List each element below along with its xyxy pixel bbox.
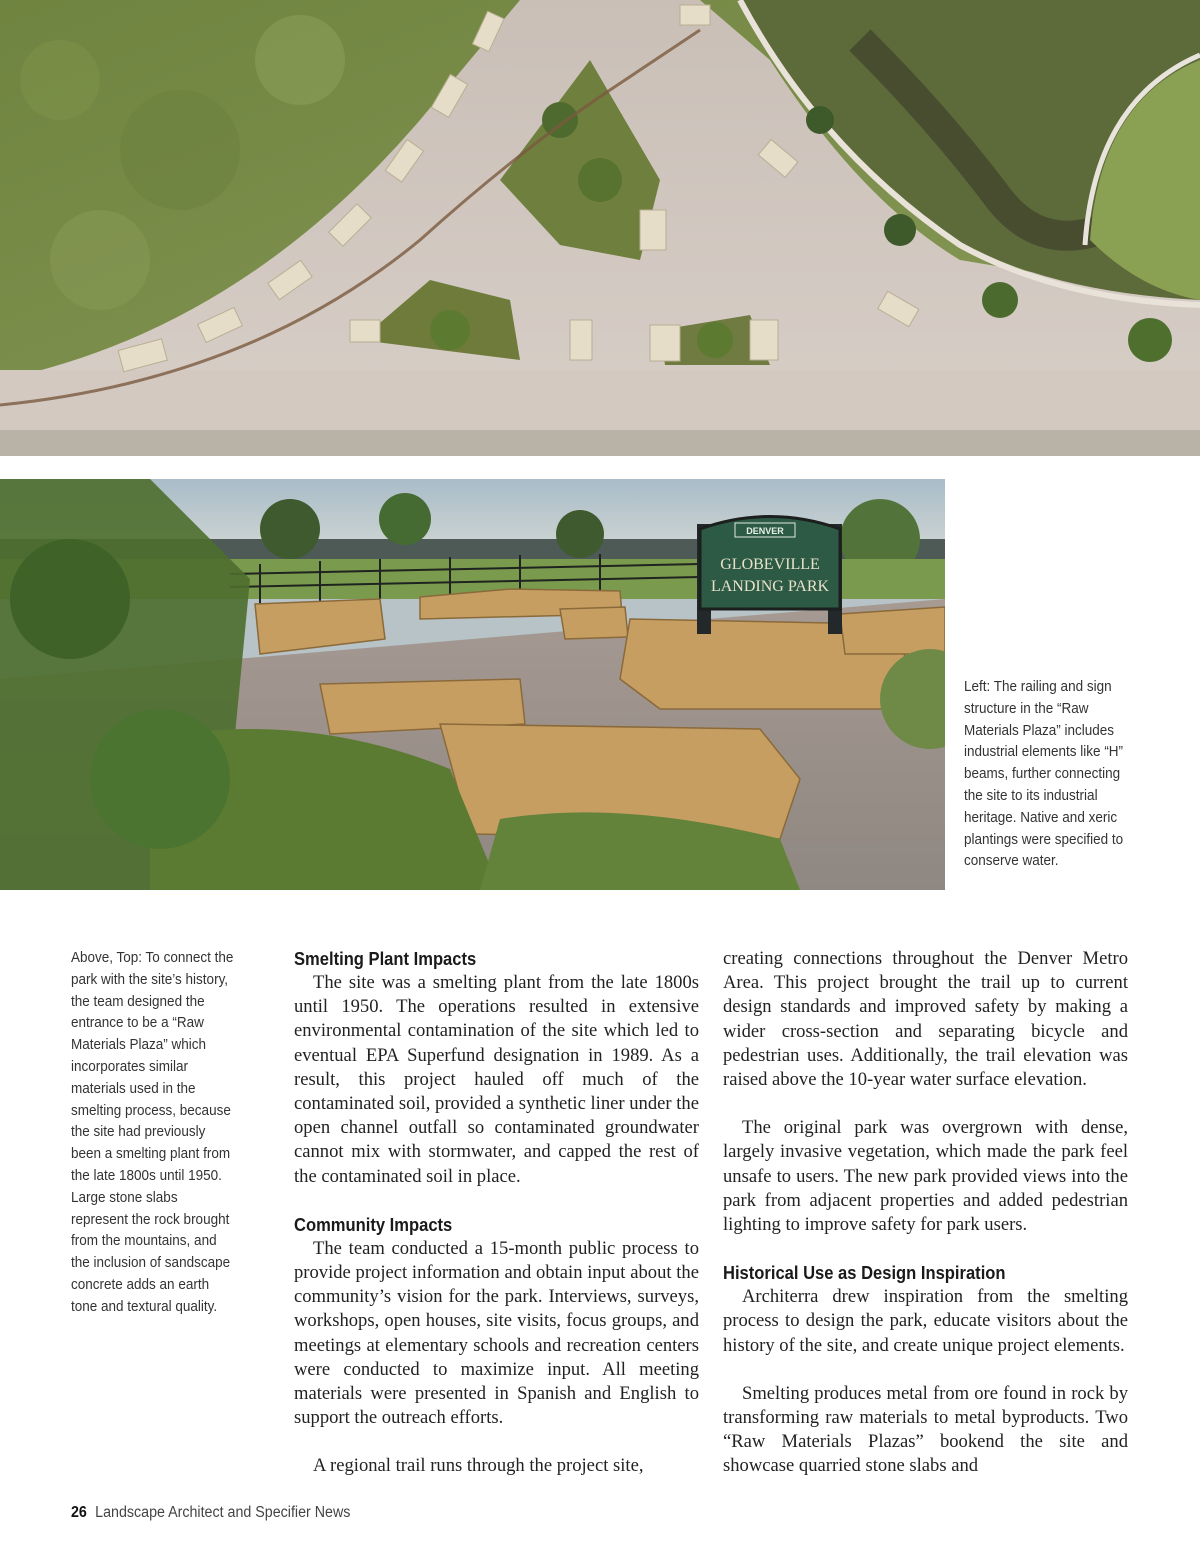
photo-caption-above-top: Above, Top: To connect the park with the site’s history, the team designed the entrance to be a “Raw Materials Plaza” which incorporates similar materials used in the smelting process, because the site had previously been a smelting plant from the late 1800s until 1950. Large stone slabs represent the rock brought from the mountains, and the inclusion of sandscape concrete adds an earth tone and textural quality. bbox=[71, 949, 234, 1315]
heading-smelting-plant-impacts: Smelting Plant Impacts bbox=[294, 949, 477, 969]
paragraph-community-process: The team conducted a 15-month public process to provide project information and obtain input about the community’s vision for the park. Interviews, surveys, workshops, open houses, site visits, focus groups, and meetings at elementary schools and recreation centers were conducted to maximize input. All meeting materials were presented in Spanish and English to support the outreach efforts. bbox=[294, 1237, 699, 1429]
paragraph-regional-trail-continued: creating connections throughout the Denver Metro Area. This project brought the trail up to current design standards and improved safety by making a wider cross-section and separating bicycle and pedestrian uses. Additionally, the trail elevation was raised above the 10-year water surface elevation. bbox=[723, 948, 1128, 1091]
aerial-plaza-illustration bbox=[0, 0, 1200, 456]
paragraph-regional-trail-start: A regional trail runs through the project site, bbox=[313, 1455, 644, 1477]
photo-caption-left-photo: Left: The railing and sign structure in the “Raw Materials Plaza” includes industrial elements like “H” beams, further connecting the site to its industrial heritage. Native and xeric plantings were specified to conserve water. bbox=[964, 678, 1124, 870]
paragraph-original-park: The original park was overgrown with dense, largely invasive vegetation, which made the park feel unsafe to users. The new park provided views into the park from adjacent properties and added pedestrian lighting to improve safety for park users. bbox=[723, 1117, 1128, 1236]
article-column-1 bbox=[294, 947, 699, 1479]
heading-historical-use: Historical Use as Design Inspiration bbox=[723, 1263, 1006, 1284]
paragraph-architerra-inspiration: Architerra drew inspiration from the smelting process to design the park, educate visitors about the history of the site, and create unique project elements. bbox=[723, 1286, 1128, 1356]
sign-brand-text: DENVER bbox=[746, 526, 784, 536]
park-sign-photo bbox=[0, 479, 945, 890]
page-number: 26 bbox=[71, 1504, 87, 1521]
article-column-2 bbox=[723, 947, 1128, 1479]
publication-name: Landscape Architect and Specifier News bbox=[95, 1504, 351, 1521]
paragraph-smelting-produces: Smelting produces metal from ore found in rock by transforming raw materials to metal byproducts. Two “Raw Materials Plazas” bookend the site and showcase quarried stone slabs and bbox=[723, 1382, 1128, 1477]
sign-title-line1: GLOBEVILLE bbox=[720, 556, 820, 573]
aerial-plaza-photo bbox=[0, 0, 1200, 456]
heading-community-impacts: Community Impacts bbox=[294, 1214, 453, 1235]
page-footer bbox=[71, 1504, 350, 1522]
paragraph-smelting-plant: The site was a smelting plant from the late 1800s until 1950. The operations resulted in extensive environmental contamination of the site which led to eventual EPA Superfund designation in 1989. As a result, this project hauled off much of the contaminated soil, provided a synthetic liner under the open channel outfall so contaminated groundwater cannot mix with stormwater, and capped the rest of the contaminated soil in place. bbox=[294, 972, 699, 1187]
sign-title-line2: LANDING PARK bbox=[710, 578, 830, 595]
park-sign-illustration bbox=[0, 479, 945, 890]
